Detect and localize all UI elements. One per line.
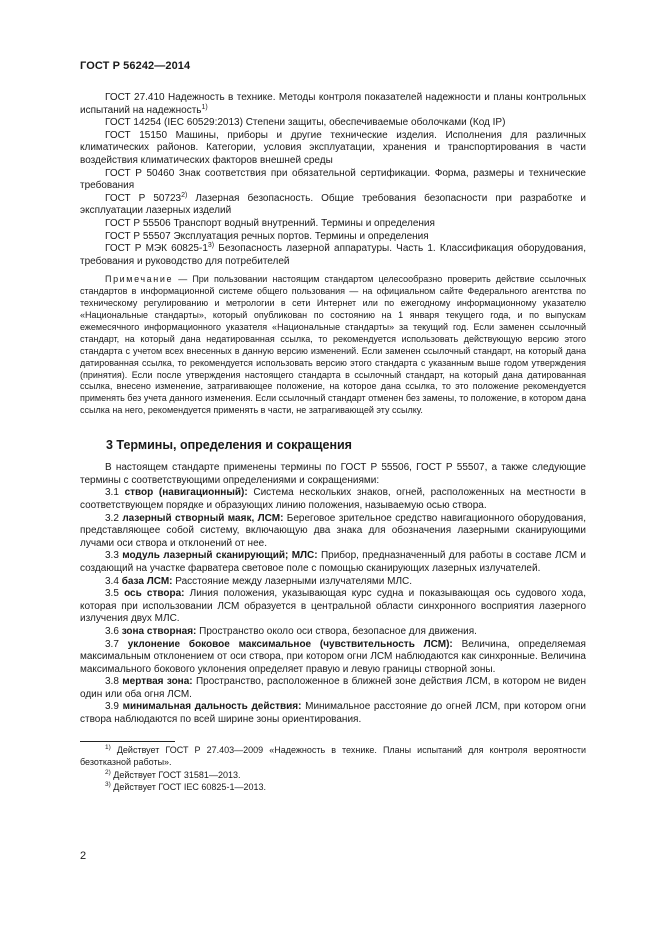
term: мертвая зона: <box>122 676 193 688</box>
definition-item: 3.6 зона створная: Пространство около оси створа, безопасное для движения. <box>105 625 477 637</box>
definition-item: 3.7 уклонение боковое максимальное (чувствительность ЛСМ): Величина, определяемая максимальным отклонением от оси створа, при котором огни ЛСМ наблюдаются как синхронные. Величина максимального бокового уклонения определяет правую и левую границы створной зоны. <box>80 638 586 675</box>
footnotes <box>80 744 586 794</box>
footnote-separator <box>80 741 175 742</box>
section-heading: 3 Термины, определения и сокращения <box>106 438 352 453</box>
reference-item: ГОСТ Р 50460 Знак соответствия при обязательной сертификации. Форма, размеры и технические требования <box>80 167 586 192</box>
section-intro: В настоящем стандарте применены термины по ГОСТ Р 55506, ГОСТ Р 55507, а также следующие термины с соответствующими определениями и сокращениями: <box>80 462 586 486</box>
definition-item: 3.1 створ (навигационный): Система нескольких знаков, огней, расположенных на местности в соответствующем порядке и образующих линию положения, называемую осью створа. <box>80 487 586 511</box>
term: створ (навигационный): <box>124 487 248 499</box>
reference-item: ГОСТ 15150 Машины, приборы и другие технические изделия. Исполнения для различных климатических районов. Категории, условия эксплуатации, хранения и транспортирования в части воздействия климатических факторов внешней среды <box>80 129 586 166</box>
footnote: $^{2)}$ Действует ГОСТ 31581—2013. <box>105 768 241 780</box>
definition-item: 3.8 мертвая зона: Пространство, расположенное в ближней зоне действия ЛСМ, в котором не виден один или оба огня ЛСМ. <box>80 676 586 700</box>
term: минимальная дальность действия: <box>122 701 302 713</box>
reference-item: ГОСТ Р МЭК 60825-1$^{3)}$ Безопасность лазерной аппаратуры. Часть 1. Классификация оборудования, требования и руководство для потребителей <box>80 242 586 267</box>
term: база ЛСМ: <box>121 575 173 587</box>
reference-item: ГОСТ 27.410 Надежность в технике. Методы контроля показателей надежности и планы контрольных испытаний на надежность$^{1)}$ <box>80 92 586 116</box>
term: лазерный створный маяк, ЛСМ: <box>122 512 284 524</box>
reference-item: ГОСТ Р 50723$^{2)}$ Лазерная безопасность. Общие требования безопасности при разработке и эксплуатации лазерных изделий <box>80 191 586 217</box>
note-label: Примечание <box>105 274 174 285</box>
page-content <box>80 92 586 794</box>
footnote: $^{1)}$ Действует ГОСТ Р 27.403—2009 «Надежность в технике. Планы испытаний для контроля вероятности безотказной работы». <box>80 743 586 768</box>
term: ось створа: <box>124 588 185 600</box>
term: зона створная: <box>121 625 197 637</box>
term: уклонение боковое максимальное (чувствительность ЛСМ): <box>127 638 453 650</box>
definition-item: 3.4 база ЛСМ: Расстояние между лазерными излучателями МЛС. <box>105 575 413 587</box>
reference-item: ГОСТ 14254 (IEC 60529:2013) Степени защиты, обеспечиваемые оболочками (Код IP) <box>105 117 506 129</box>
footnote: $^{3)}$ Действует ГОСТ IEC 60825-1—2013. <box>105 781 266 793</box>
term: модуль лазерный сканирующий; МЛС: <box>122 550 318 562</box>
definition-item: 3.5 ось створа: Линия положения, указывающая курс судна и показывающая ось судового хода, которая при использовании ЛСМ образуется в центральной области синхронного восприятия лазерного излучения двух МЛС. <box>80 588 586 625</box>
definition-item: 3.2 лазерный створный маяк, ЛСМ: Береговое зрительное средство навигационного оборудования, представляющее собой систему, включающую два знака для обозначения лазерными сканирующими лучами оси створа и отклонений от нее. <box>80 512 587 549</box>
definition-item: 3.9 минимальная дальность действия: Минимальное расстояние до огней ЛСМ, при котором огни створа наблюдаются по всей ширине зоны ориентирования. <box>80 701 586 726</box>
definitions <box>80 462 586 726</box>
definition-item: 3.3 модуль лазерный сканирующий; МЛС: Прибор, предназначенный для работы в составе ЛСМ и создающий на участке фарватера световое поле с помощью сканирующих лазерных излучателей. <box>80 550 586 574</box>
page-number: 2 <box>80 850 87 862</box>
reference-item: ГОСТ Р 55507 Эксплуатация речных портов. Термины и определения <box>105 230 429 242</box>
note-paragraph: Примечание — При пользовании настоящим стандартом целесообразно проверить действие ссылочных стандартов в информационной системе общего пользования — на официальном сайте Федерального агентства по техническому регулированию и метрологии в сети Интернет или по ежегодному информационному указателю «Национальные стандарты», который опубликован по состоянию на 1 января текущего года, и по выпускам ежемесячного информационного указателя «Национальные стандарты» за текущий год. Если заменен ссылочный стандарт, на который дана недатированная ссылка, то рекомендуется использовать действующую версию этого стандарта с учетом всех внесенных в данную версию изменений. Если заменен ссылочный стандарт, на который дана датированная ссылка, то рекомендуется использовать версию этого стандарта с указанным выше годом утверждения (принятия). Если после утверждения настоящего стандарта в ссылочный стандарт, на который дана датированная ссылка, внесено изменение, затрагивающее положение, на которое дана ссылка, то это положение рекомендуется применять без учета данного изменения. Если ссылочный стандарт отменен без замены, то положение, в котором дана ссылка на него, рекомендуется применять в части, не затрагивающей эту ссылку. <box>80 274 586 416</box>
reference-item: ГОСТ Р 55506 Транспорт водный внутренний. Термины и определения <box>105 217 435 229</box>
document-header: ГОСТ Р 56242—2014 <box>80 60 191 72</box>
normative-references <box>80 92 586 268</box>
